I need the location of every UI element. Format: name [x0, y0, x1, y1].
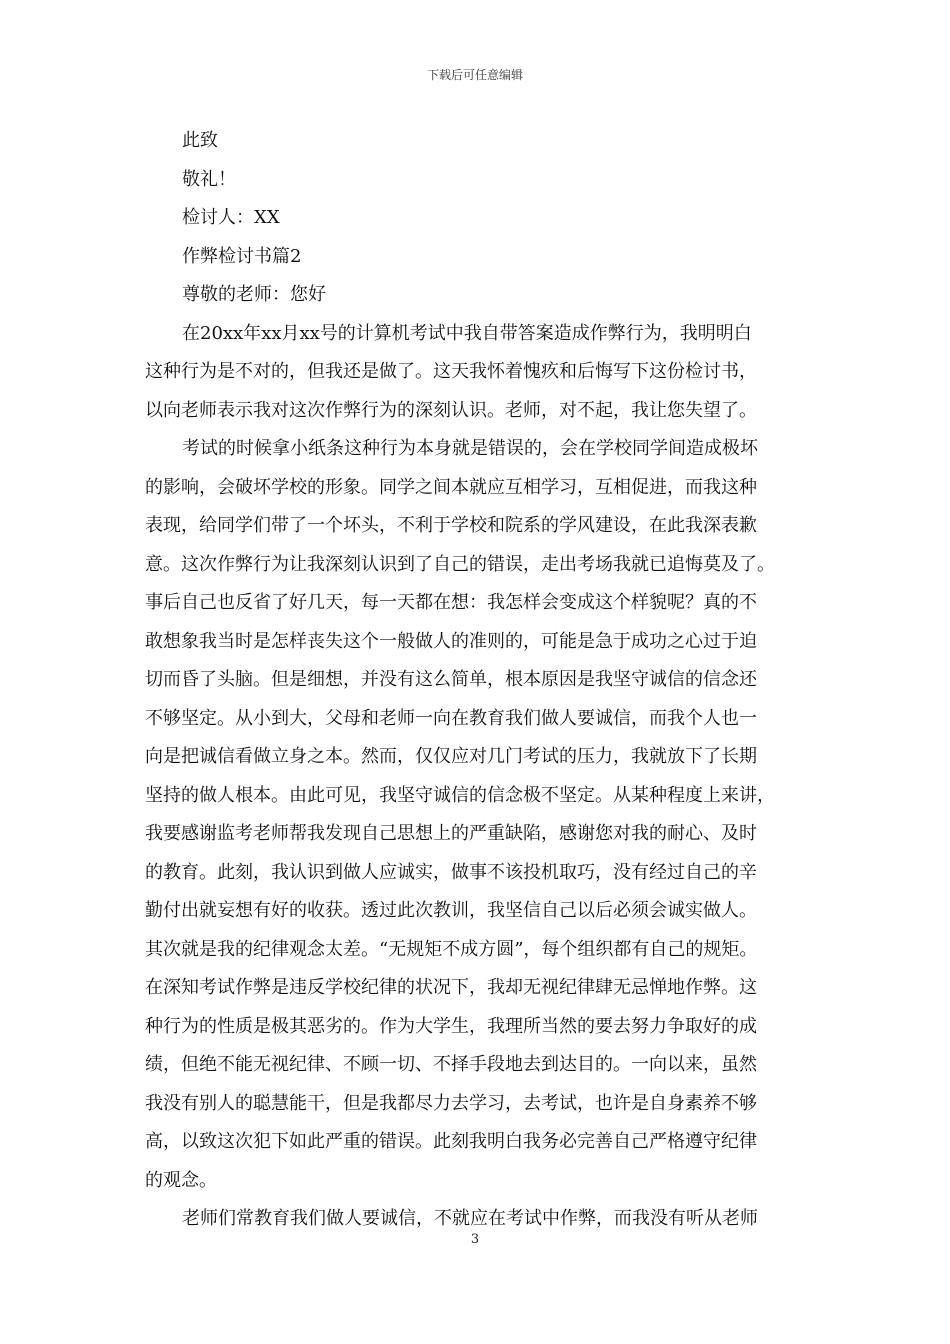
text-line: 以向老师表示我对这次作弊行为的深刻认识。老师，对不起，我让您失望了。: [145, 399, 757, 421]
page-header: 下载后可任意编辑: [426, 68, 523, 82]
text-line: 尊敬的老师：您好: [182, 284, 326, 305]
text-line: 此致: [182, 130, 218, 151]
text-line: 检讨人：XX: [182, 207, 280, 228]
text-line: 我没有别人的聪慧能干，但是我都尽力去学习，去考试，也许是自身素养不够: [145, 1092, 757, 1114]
text-line: 其次就是我的纪律观念太差。“无规矩不成方圆”，每个组织都有自己的规矩。: [145, 938, 758, 960]
text-line: 表现，给同学们带了一个坏头，不利于学校和院系的学风建设，在此我深表歉: [145, 515, 757, 536]
text-line: 在深知考试作弊是违反学校纪律的状况下，我却无视纪律肆无忌惮地作弊。这: [145, 977, 757, 998]
text-line: 考试的时候拿小纸条这种行为本身就是错误的，会在学校同学间造成极坏: [182, 438, 758, 459]
text-line: 的观念。: [145, 1169, 217, 1191]
text-line: 老师们常教育我们做人要诚信，不就应在考试中作弊，而我没有听从老师: [182, 1208, 758, 1229]
text-line: 向是把诚信看做立身之本。然而，仅仅应对几门考试的压力，我就放下了长期: [145, 746, 757, 767]
text-line: 高，以致这次犯下如此严重的错误。此刻我明白我务必完善自己严格遵守纪律: [145, 1131, 757, 1152]
text-line: 敢想象我当时是怎样丧失这个一般做人的准则的，可能是急于成功之心过于迫: [145, 630, 757, 652]
text-line: 意。这次作弊行为让我深刻认识到了自己的错误，走出考场我就已追悔莫及了。: [145, 553, 775, 575]
text-line: 作弊检讨书篇2: [182, 245, 302, 267]
text-line: 在20xx年xx月xx号的计算机考试中我自带答案造成作弊行为，我明明白: [182, 322, 752, 344]
page-number: 3: [470, 1232, 480, 1247]
text-line: 切而昏了头脑。但是细想，并没有这么简单，根本原因是我坚守诚信的信念还: [145, 669, 757, 690]
text-line: 绩，但绝不能无视纪律、不顾一切、不择手段地去到达目的。一向以来，虽然: [145, 1054, 757, 1075]
text-line: 的影响，会破坏学校的形象。同学之间本就应互相学习，互相促进，而我这种: [145, 476, 757, 498]
text-line: 的教育。此刻，我认识到做人应诚实，做事不该投机取巧，没有经过自己的辛: [145, 861, 757, 883]
text-line: 这种行为是不对的，但我还是做了。这天我怀着愧疚和后悔写下这份检讨书，: [145, 361, 757, 382]
text-line: 我要感谢监考老师帮我发现自己思想上的严重缺陷，感谢您对我的耐心、及时: [145, 823, 757, 844]
document-body: [145, 122, 810, 1239]
text-line: 种行为的性质是极其恶劣的。作为大学生，我理所当然的要去努力争取好的成: [145, 1015, 757, 1037]
text-line: 事后自己也反省了好几天，每一天都在想：我怎样会变成这个样貌呢？真的不: [145, 592, 757, 613]
text-line: 敬礼！: [182, 168, 236, 190]
text-line: 勤付出就妄想有好的收获。透过此次教训，我坚信自己以后必须会诚实做人。: [145, 900, 757, 921]
text-line: 不够坚定。从小到大，父母和老师一向在教育我们做人要诚信，而我个人也一: [145, 707, 757, 729]
text-line: 坚持的做人根本。由此可见，我坚守诚信的信念极不坚定。从某种程度上来讲，: [145, 784, 775, 806]
